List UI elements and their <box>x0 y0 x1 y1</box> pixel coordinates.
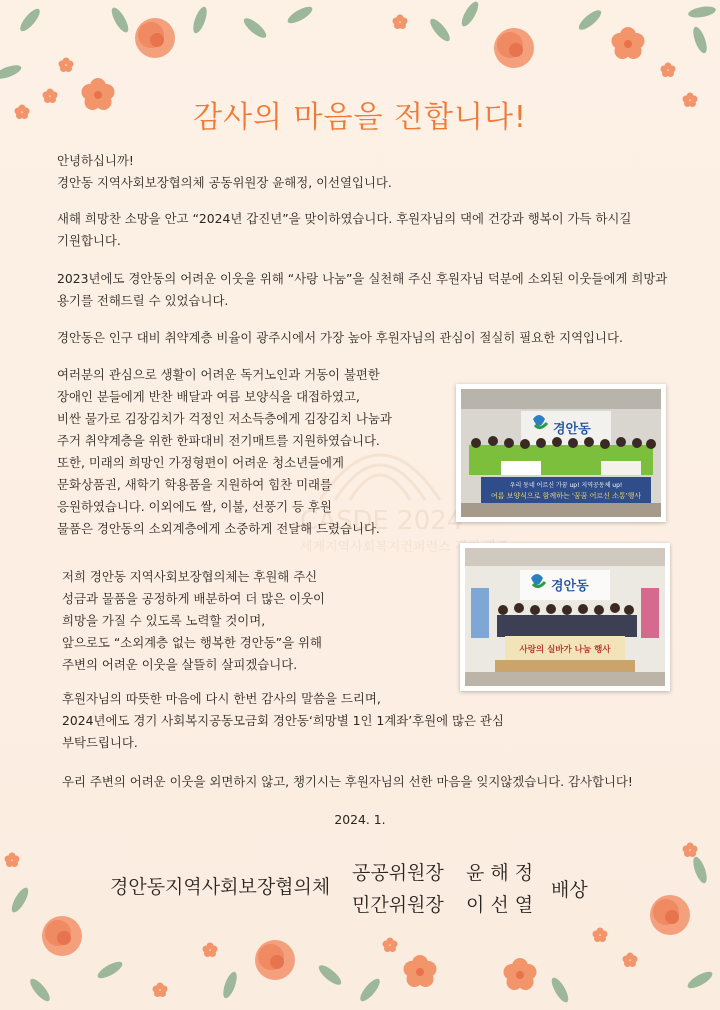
photo2-banner-text: 사랑의 실바가 나눔 행사 <box>519 645 611 655</box>
paragraph-line: 경안동은 인구 대비 취약계층 비율이 광주시에서 가장 높아 후원자님의 관심이 절실히 필요한 지역입니다. <box>57 330 623 345</box>
photo-summer-event <box>456 384 666 522</box>
photo-sharing-event <box>460 543 670 691</box>
greeting-line: 안녕하십니까! <box>57 153 134 168</box>
paragraph-line: 주변의 어려운 이웃을 살뜰히 살피겠습니다. <box>62 657 298 672</box>
signature-organization: 경안동지역사회보장협의체 <box>110 876 331 898</box>
paragraph-closing <box>62 771 633 793</box>
paragraph-line: 기원합니다. <box>57 233 121 248</box>
photo2-sign-text: 경안동 <box>551 579 589 594</box>
paragraph-line: 부탁드립니다. <box>62 735 138 750</box>
photo1-banner-top: 우리 동네 어르신 가꿈 up! 지역공동체 up! <box>509 482 623 489</box>
paragraph-line: 새해 희망찬 소망을 안고 “2024년 갑진년”을 맞이하였습니다. 후원자님의 댁에 건강과 행복이 가득 하시길 <box>57 211 632 226</box>
paragraph-line: 응원하였습니다. 이외에도 쌀, 이불, 선풍기 등 후원 <box>57 499 332 514</box>
signature-name-public: 윤 해 정 <box>466 862 534 884</box>
signature-role-public: 공공위원장 <box>352 862 444 884</box>
paragraph-line: 또한, 미래의 희망인 가정형편이 어려운 청소년들에게 <box>57 455 344 470</box>
paragraph-line: 2023년에도 경안동의 어려운 이웃을 위해 “사랑 나눔”을 실천해 주신 후원자님 덕분에 소외된 이웃들에게 희망과 <box>57 271 668 286</box>
event-photo-image <box>461 389 661 517</box>
paragraph-need <box>57 327 623 349</box>
paragraph-thanks <box>57 268 667 312</box>
paragraph-activities <box>57 364 392 540</box>
watermark-text: CASDE 2024 <box>300 506 464 536</box>
paragraph-line: 성금과 물품을 공정하게 배분하여 더 많은 이웃이 <box>62 591 326 606</box>
paragraph-line: 문화상품권, 새학기 학용품을 지원하여 힘찬 미래를 <box>57 477 332 492</box>
paragraph-line: 장애인 분들에게 반찬 배달과 여름 보양식을 대접하였고, <box>57 389 360 404</box>
paragraph-line: 주거 취약계층을 위한 한파대비 전기매트를 지원하였습니다. <box>57 433 380 448</box>
paragraph-line: 2024년에도 경기 사회복지공동모금회 경안동‘희망별 1인 1계좌’후원에 많은 관심 <box>62 713 504 728</box>
paragraph-line: 앞으로도 “소외계층 없는 행복한 경안동”을 위해 <box>62 635 322 650</box>
paragraph-request <box>62 688 504 754</box>
photo1-banner-text: 여름 보양식으로 함께하는 '꿈꿈 어르신 소통'행사 <box>490 492 642 500</box>
paragraph-line: 물품은 경안동의 소외계층에게 소중하게 전달해 드렸습니다. <box>57 521 380 536</box>
paragraph-line: 비싼 물가로 김장김치가 걱정인 저소득층에게 김장김치 나눔과 <box>57 411 392 426</box>
watermark-subtext: 세계지역사회복지컨퍼런스 경기 광주 <box>300 540 510 555</box>
greeting-line: 경안동 지역사회보장협의체 공동위원장 윤해정, 이선열입니다. <box>57 175 392 190</box>
paragraph-line: 용기를 전해드릴 수 있었습니다. <box>57 293 229 308</box>
letter-title: 감사의 마음을 전합니다! <box>193 100 527 135</box>
signature-role-private: 민간위원장 <box>352 894 444 916</box>
signature-closing: 배상 <box>551 879 588 901</box>
signature-name-private: 이 선 열 <box>466 894 534 916</box>
paragraph-line: 저희 경안동 지역사회보장협의체는 후원해 주신 <box>62 569 318 584</box>
photo1-sign-text: 경안동 <box>553 422 591 437</box>
paragraph-line: 희망을 가질 수 있도록 노력할 것이며, <box>62 613 266 628</box>
paragraph-line: 우리 주변의 어려운 이웃을 외면하지 않고, 챙기시는 후원자님의 선한 마음을 잊지않겠습니다. 감사합니다! <box>62 774 633 789</box>
paragraph-line: 후원자님의 따뜻한 마음에 다시 한번 감사의 말씀을 드리며, <box>62 691 381 706</box>
event-photo-image <box>465 548 665 686</box>
letter-date: 2024. 1. <box>334 812 386 827</box>
paragraph-commitment <box>62 566 325 676</box>
greeting-paragraph <box>57 150 392 194</box>
paragraph-new-year <box>57 208 631 252</box>
paragraph-line: 여러분의 관심으로 생활이 어려운 독거노인과 거동이 불편한 <box>57 367 380 382</box>
